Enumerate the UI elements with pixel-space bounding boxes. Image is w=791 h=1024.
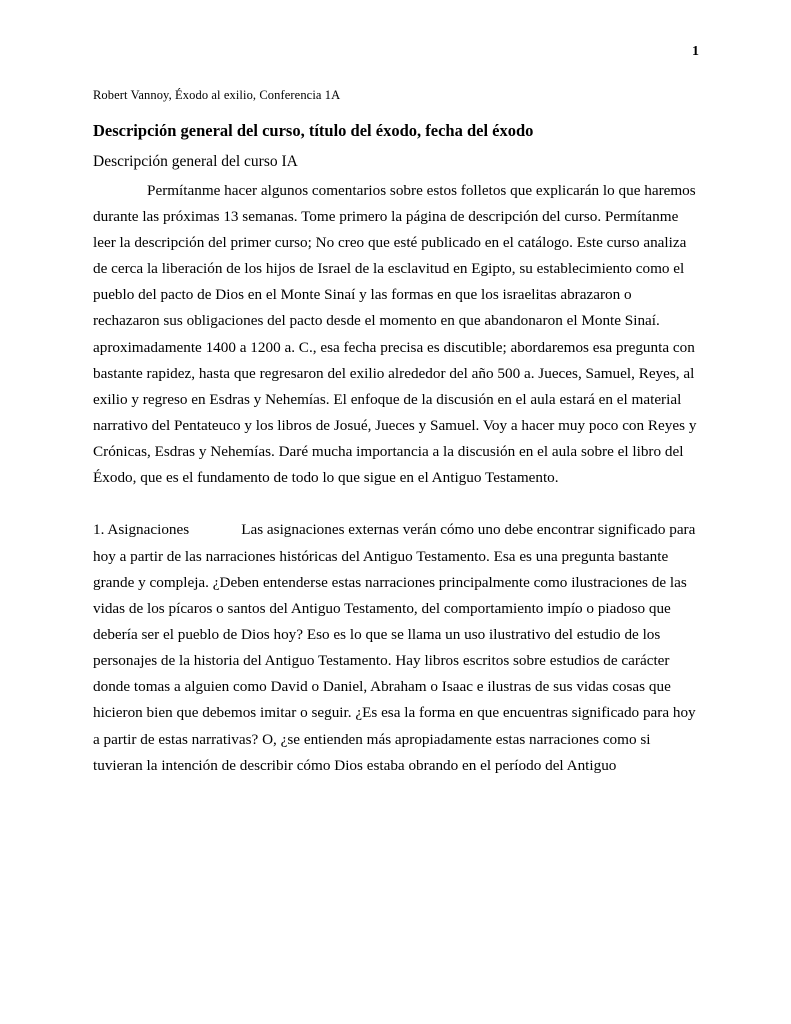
document-header-line: Robert Vannoy, Éxodo al exilio, Conferencia 1A bbox=[93, 88, 341, 102]
paragraph-1: Permítanme hacer algunos comentarios sobre estos folletos que explicarán lo que haremos durante las próximas 13 semanas. Tome primero la página de descripción del curso. Permítanme leer la descripción del primer curso; No creo que esté publicado en el catálogo. Este curso analiza de cerca la liberación de los hijos de Israel de la esclavitud en Egipto, su establecimiento como el pueblo del pacto de Dios en el Monte Sinaí y las formas en que los israelitas abrazaron o rechazaron sus obligaciones del pacto desde el momento en que abandonaron el Monte Sinaí. aproximadamente 1400 a 1200 a. C., esa fecha precisa es discutible; abordaremos esa pregunta con bastante rapidez, hasta que regresaron del exilio alrededor del año 500 a. Jueces, Samuel, Reyes, al exilio y regreso en Esdras y Nehemías. El enfoque de la discusión en el aula estará en el material narrativo del Pentateuco y los libros de Josué, Jueces y Samuel. Voy a hacer muy poco con Reyes y Crónicas, Esdras y Nehemías. Daré mucha importancia a la discusión en el aula sobre el libro del Éxodo, que es el fundamento de todo lo que sigue en el Antiguo Testamento. bbox=[93, 181, 697, 487]
paragraph-2: Las asignaciones externas verán cómo uno debe encontrar significado para hoy a partir de las narraciones históricas del Antiguo Testamento. Esa es una pregunta bastante grande y compleja. ¿Deben entenderse estas narraciones principalmente como ilustraciones de las vidas de los pícaros o santos del Antiguo Testamento, del comportamiento impío o piadoso que debería ser el pueblo de Dios hoy? Eso es lo que se llama un uso ilustrativo del estudio de los personajes de la historia del Antiguo Testamento. Hay libros escritos sobre estudios de carácter donde tomas a alguien como David o Daniel, Abraham o Isaac e ilustras de sus vidas cosas que hicieron bien que debemos imitar o seguir. ¿Es esa la forma en que encuentras significado para hoy a partir de estas narrativas? O, ¿se entienden más apropiadamente estas narraciones como si tuvieran la intención de describir cómo Dios estaba obrando en el período del Antiguo bbox=[93, 521, 696, 774]
paragraph-spacer bbox=[93, 491, 701, 517]
section-1-label: 1. Asignaciones bbox=[93, 521, 190, 539]
document-body bbox=[93, 88, 701, 779]
section-1-block bbox=[93, 517, 701, 778]
page-number: 1 bbox=[692, 44, 699, 59]
document-subtitle: Descripción general del curso IA bbox=[93, 152, 298, 170]
document-title: Descripción general del curso, título del éxodo, fecha del éxodo bbox=[93, 121, 534, 140]
